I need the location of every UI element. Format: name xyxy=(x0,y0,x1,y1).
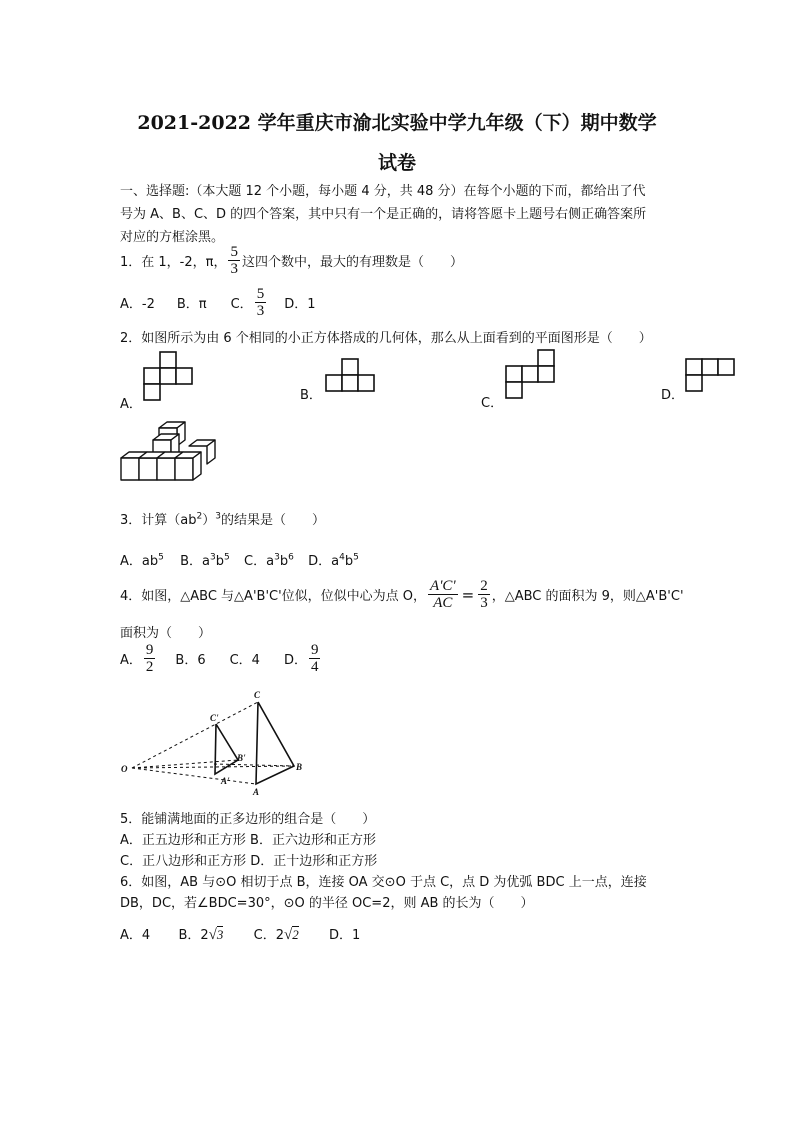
q1-opt-c-num: 5 xyxy=(256,286,265,302)
q6-opt-b-radicand: 3 xyxy=(216,927,224,942)
question-1-options xyxy=(120,286,315,319)
q3-opt-b-exp1: 3 xyxy=(210,552,216,563)
q6-opt-c-coef: C．2 xyxy=(253,928,285,943)
q1-option-a: A．-2 xyxy=(120,297,155,312)
q4-opt-d-num: 9 xyxy=(310,642,319,658)
q4-value-num: 2 xyxy=(480,578,488,594)
q3-stem-part1: 3．计算（ab xyxy=(120,513,197,528)
q2-option-c-figure xyxy=(505,349,555,399)
question-4-stem-line2: 面积为（ ） xyxy=(120,626,212,641)
q4-label-c: C xyxy=(254,690,261,700)
q1-option-c-fraction xyxy=(255,286,267,319)
q3-opt-c-exp1: 3 xyxy=(274,552,280,563)
q3-opt-d-mid: b xyxy=(344,554,354,569)
q4-label-a: A xyxy=(253,787,260,797)
q6-option-c: C．2√2 xyxy=(253,927,299,943)
q2-option-d-figure xyxy=(685,358,735,392)
section-instruction-line3: 对应的方框涂黑。 xyxy=(120,230,225,245)
q1-fraction xyxy=(228,244,240,277)
q3-option-d xyxy=(308,550,359,569)
question-4-stem xyxy=(120,578,684,611)
q6-option-a: A．4 xyxy=(120,928,151,943)
q4-stem-part1: 4．如图，△ABC 与△A'B'C'位似，位似中心为点 O， xyxy=(120,589,427,604)
question-2-stem: 2．如图所示为由 6 个相同的小正方体搭成的几何体，那么从上面看到的平面图形是（ ） xyxy=(120,331,652,346)
q6-opt-b-coef: B．2 xyxy=(178,928,209,943)
q3-opt-d-exp2: 5 xyxy=(353,552,359,563)
q2-cube-geometry-figure xyxy=(119,418,215,484)
q4-option-c: C．4 xyxy=(229,653,260,668)
q4-ratio-num: A'C' xyxy=(430,578,456,594)
q3-opt-d-exp1: 4 xyxy=(339,552,345,563)
paper-title-line1: 2021-2022 学年重庆市渝北实验中学九年级（下）期中数学 xyxy=(137,112,657,134)
q1-frac-denominator: 3 xyxy=(230,261,238,277)
q2-option-c-label: C． xyxy=(481,396,504,411)
q4-value-fraction xyxy=(478,578,490,611)
q4-label-a-prime: A' xyxy=(221,776,230,786)
q3-option-a xyxy=(120,550,164,569)
q4-opt-a-fraction xyxy=(144,642,156,675)
question-5-options-line1: A．正五边形和正方形 B．正六边形和正方形 xyxy=(120,833,376,848)
q3-stem-part2: ） xyxy=(202,513,216,528)
q4-equals: = xyxy=(461,585,475,604)
question-5-stem: 5．能铺满地面的正多边形的组合是（ ） xyxy=(120,812,376,827)
q3-opt-b-mid: b xyxy=(215,554,225,569)
paper-title-line2: 试卷 xyxy=(377,152,416,174)
q3-outer-exponent: 3 xyxy=(215,511,221,522)
question-3-stem xyxy=(120,509,325,528)
question-5-options-line2: C．正八边形和正方形 D．正十边形和正方形 xyxy=(120,854,378,869)
section-instruction-line1: 一、选择题:（本大题 12 个小题，每小题 4 分，共 48 分）在每个小题的下而，都给出了代 xyxy=(120,184,646,199)
q1-frac-numerator: 5 xyxy=(230,244,238,260)
question-6-stem-line1: 6．如图，AB 与⊙O 相切于点 B，连接 OA 交⊙O 于点 C，点 D 为优弧 BDC 上一点，连接 xyxy=(120,875,647,890)
q3-stem-part3: 的结果是（ ） xyxy=(220,513,325,528)
question-6-options xyxy=(120,924,360,944)
q6-option-b: B．2√3 xyxy=(178,927,224,943)
q3-opt-a-base: A．ab xyxy=(120,554,159,569)
q4-option-a: A． xyxy=(120,653,142,668)
q4-stem-part2: ，△ABC 的面积为 9，则△A'B'C' xyxy=(491,589,684,604)
q1-option-b: B．π xyxy=(176,297,207,312)
q4-label-o: O xyxy=(121,764,128,774)
q4-option-d: D． xyxy=(283,653,307,668)
q4-opt-d-den: 4 xyxy=(310,659,319,675)
q3-opt-a-exp: 5 xyxy=(158,552,164,563)
q2-option-d-label: D． xyxy=(661,388,685,403)
question-3-options xyxy=(120,550,359,569)
q4-label-b-prime: B' xyxy=(237,753,246,763)
q4-value-den: 3 xyxy=(480,595,488,611)
q1-stem-part1: 1．在 1，-2，π， xyxy=(120,255,227,270)
question-1-stem xyxy=(120,244,463,277)
question-6-stem-line2: DB，DC，若∠BDC=30°，⊙O 的半径 OC=2，则 AB 的长为（ ） xyxy=(120,896,534,911)
q2-option-a-label: A． xyxy=(120,397,142,412)
q2-option-b-figure xyxy=(325,358,375,392)
question-4-options xyxy=(120,642,322,675)
q3-opt-c-exp2: 6 xyxy=(288,552,294,563)
q6-opt-c-radicand: 2 xyxy=(292,927,299,942)
q1-option-d: D．1 xyxy=(284,297,316,312)
q6-option-d: D．1 xyxy=(329,928,361,943)
q1-opt-c-den: 3 xyxy=(256,303,265,319)
q4-similar-triangles-figure xyxy=(118,688,318,798)
q1-stem-part2: 这四个数中，最大的有理数是（ ） xyxy=(241,255,463,270)
section-instruction-line2: 号为 A、B、C、D 的四个答案，其中只有一个是正确的，请将答愿卡上题号右侧正确答案所 xyxy=(120,207,647,222)
q4-label-b: B xyxy=(296,762,303,772)
q2-option-a-figure xyxy=(143,351,193,401)
q4-ratio-den: AC xyxy=(433,595,453,611)
q3-inner-exponent: 2 xyxy=(196,511,203,522)
q3-option-c xyxy=(244,550,294,569)
q3-opt-b-base: B．a xyxy=(180,554,211,569)
q4-opt-d-fraction xyxy=(309,642,321,675)
q1-option-c: C． xyxy=(230,297,253,312)
q4-opt-a-num: 9 xyxy=(145,642,154,658)
q3-option-b xyxy=(180,550,230,569)
q3-opt-c-mid: b xyxy=(279,554,289,569)
q2-option-b-label: B． xyxy=(300,388,322,403)
q4-label-c-prime: C' xyxy=(210,713,219,723)
q4-ratio-fraction xyxy=(428,578,458,611)
q3-opt-b-exp2: 5 xyxy=(224,552,230,563)
q4-opt-a-den: 2 xyxy=(145,659,154,675)
q3-opt-d-base: D．a xyxy=(308,554,340,569)
q4-option-b: B．6 xyxy=(175,653,206,668)
q3-opt-c-base: C．a xyxy=(244,554,275,569)
